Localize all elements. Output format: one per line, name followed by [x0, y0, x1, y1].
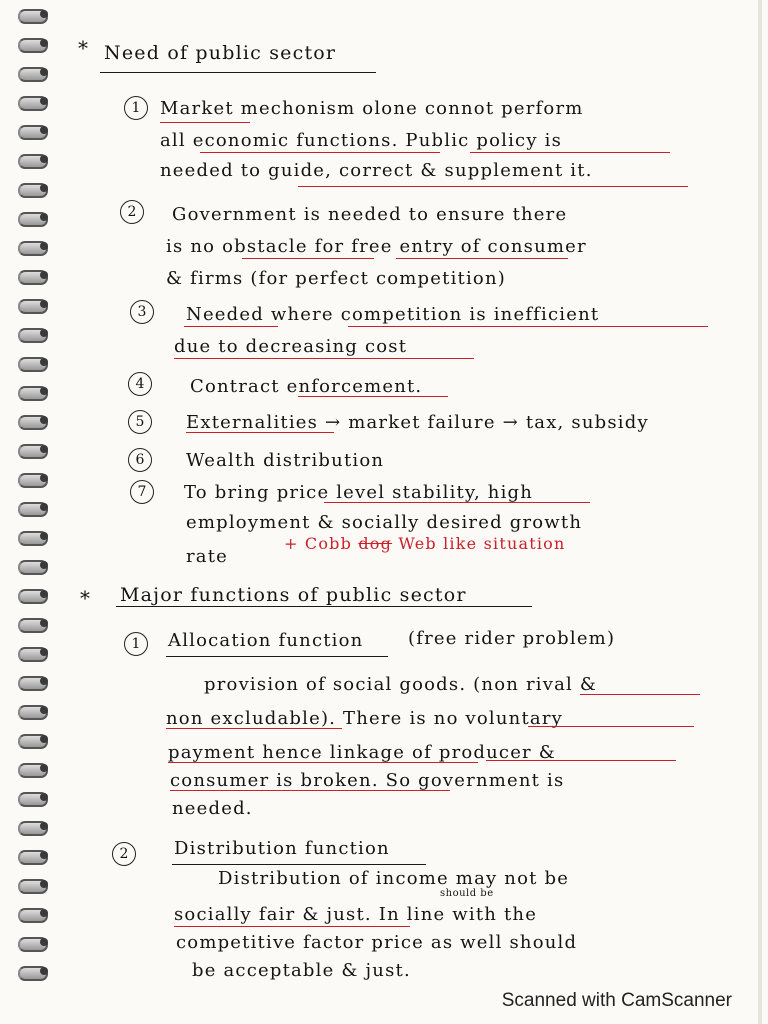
binding-ring [14, 646, 48, 660]
binding-ring [14, 588, 48, 602]
item-line: needed to guide, correct & supplement it. [160, 160, 593, 181]
binding-ring [14, 153, 48, 167]
binding-ring [14, 124, 48, 138]
item-line: needed. [172, 798, 253, 819]
item-number: 4 [128, 372, 152, 396]
underline [174, 926, 410, 927]
binding-ring [14, 269, 48, 283]
item-line: Government is needed to ensure there [172, 204, 568, 225]
binding-ring [14, 878, 48, 892]
underline [170, 790, 450, 791]
heading-star: * [80, 586, 90, 610]
binding-ring [14, 907, 48, 921]
underline [324, 502, 590, 503]
underline [486, 760, 676, 761]
binding-ring [14, 675, 48, 689]
underline [168, 762, 478, 763]
binding-ring [14, 559, 48, 573]
heading-underline [116, 606, 532, 607]
item-number: 5 [128, 410, 152, 434]
item-number: 3 [130, 300, 154, 324]
underline [186, 432, 334, 433]
underline [528, 726, 694, 727]
binding-ring [14, 472, 48, 486]
item-line: To bring price level stability, high [184, 482, 534, 503]
binding-ring [14, 965, 48, 979]
subheading: Distribution function [174, 838, 390, 859]
underline [348, 326, 708, 327]
subheading-note: (free rider problem) [408, 628, 616, 649]
item-number: 1 [124, 96, 148, 120]
binding-ring [14, 617, 48, 631]
binding-ring [14, 8, 48, 22]
item-number: 2 [112, 842, 136, 866]
underline [298, 186, 688, 187]
binding-ring [14, 356, 48, 370]
item-line: Distribution of income may not be [218, 868, 570, 889]
binding-ring [14, 530, 48, 544]
underline [200, 152, 440, 153]
item-line: rate [186, 546, 229, 567]
heading-underline [100, 72, 376, 73]
binding-ring [14, 211, 48, 225]
binding-ring [14, 385, 48, 399]
underline [580, 694, 700, 695]
binding-ring [14, 791, 48, 805]
item-number: 6 [128, 448, 152, 472]
binding-ring [14, 733, 48, 747]
item-line: & firms (for perfect competition) [166, 268, 506, 289]
item-line: provision of social goods. (non rival & [204, 674, 598, 695]
item-line: consumer is broken. So government is [170, 770, 565, 791]
binding-ring [14, 704, 48, 718]
item-line: Wealth distribution [186, 450, 385, 471]
binding-ring [14, 182, 48, 196]
item-line: Externalities → market failure → tax, subsidy [186, 412, 649, 433]
page-edge [758, 0, 762, 1024]
red-note: + Cobb dog Web like situation [284, 534, 566, 553]
underline [396, 258, 568, 259]
underline [184, 326, 278, 327]
insert-note: should be [440, 888, 494, 899]
item-line: is no obstacle for free entry of consumer [166, 236, 587, 257]
item-line: employment & socially desired growth [186, 512, 583, 533]
item-line: due to decreasing cost [174, 336, 408, 357]
section-heading: Need of public sector [104, 42, 337, 64]
item-line: all economic functions. Public policy is [160, 130, 563, 151]
underline [174, 358, 474, 359]
item-line: be acceptable & just. [192, 960, 411, 981]
item-number: 7 [130, 480, 154, 504]
binding-ring [14, 327, 48, 341]
scanner-watermark: Scanned with CamScanner [501, 990, 732, 1011]
item-line: socially fair & just. In line with the [174, 904, 538, 925]
binding-ring [14, 849, 48, 863]
item-line: payment hence linkage of producer & [168, 742, 557, 763]
binding-ring [14, 298, 48, 312]
subheading-underline [166, 656, 388, 657]
item-line: non excludable). There is no voluntary [166, 708, 564, 729]
binding-ring [14, 762, 48, 776]
underline [242, 258, 374, 259]
heading-star: * [78, 36, 88, 60]
binding-ring [14, 66, 48, 80]
binding-ring [14, 414, 48, 428]
item-line: Needed where competition is inefficient [186, 304, 600, 325]
item-line: competitive factor price as well should [176, 932, 578, 953]
item-line: Contract enforcement. [190, 376, 423, 397]
underline [298, 396, 448, 397]
binding-ring [14, 443, 48, 457]
binding-ring [14, 501, 48, 515]
underline [160, 122, 250, 123]
binding-ring [14, 95, 48, 109]
subheading: Allocation function [168, 630, 364, 651]
section-heading: Major functions of public sector [120, 584, 467, 606]
item-line: Market mechonism olone connot perform [160, 98, 584, 119]
binding-ring [14, 37, 48, 51]
binding-ring [14, 240, 48, 254]
binding-ring [14, 820, 48, 834]
subheading-underline [172, 864, 426, 865]
underline [166, 728, 342, 729]
underline [470, 152, 670, 153]
item-number: 1 [124, 632, 148, 656]
item-number: 2 [120, 200, 144, 224]
binding-ring [14, 936, 48, 950]
